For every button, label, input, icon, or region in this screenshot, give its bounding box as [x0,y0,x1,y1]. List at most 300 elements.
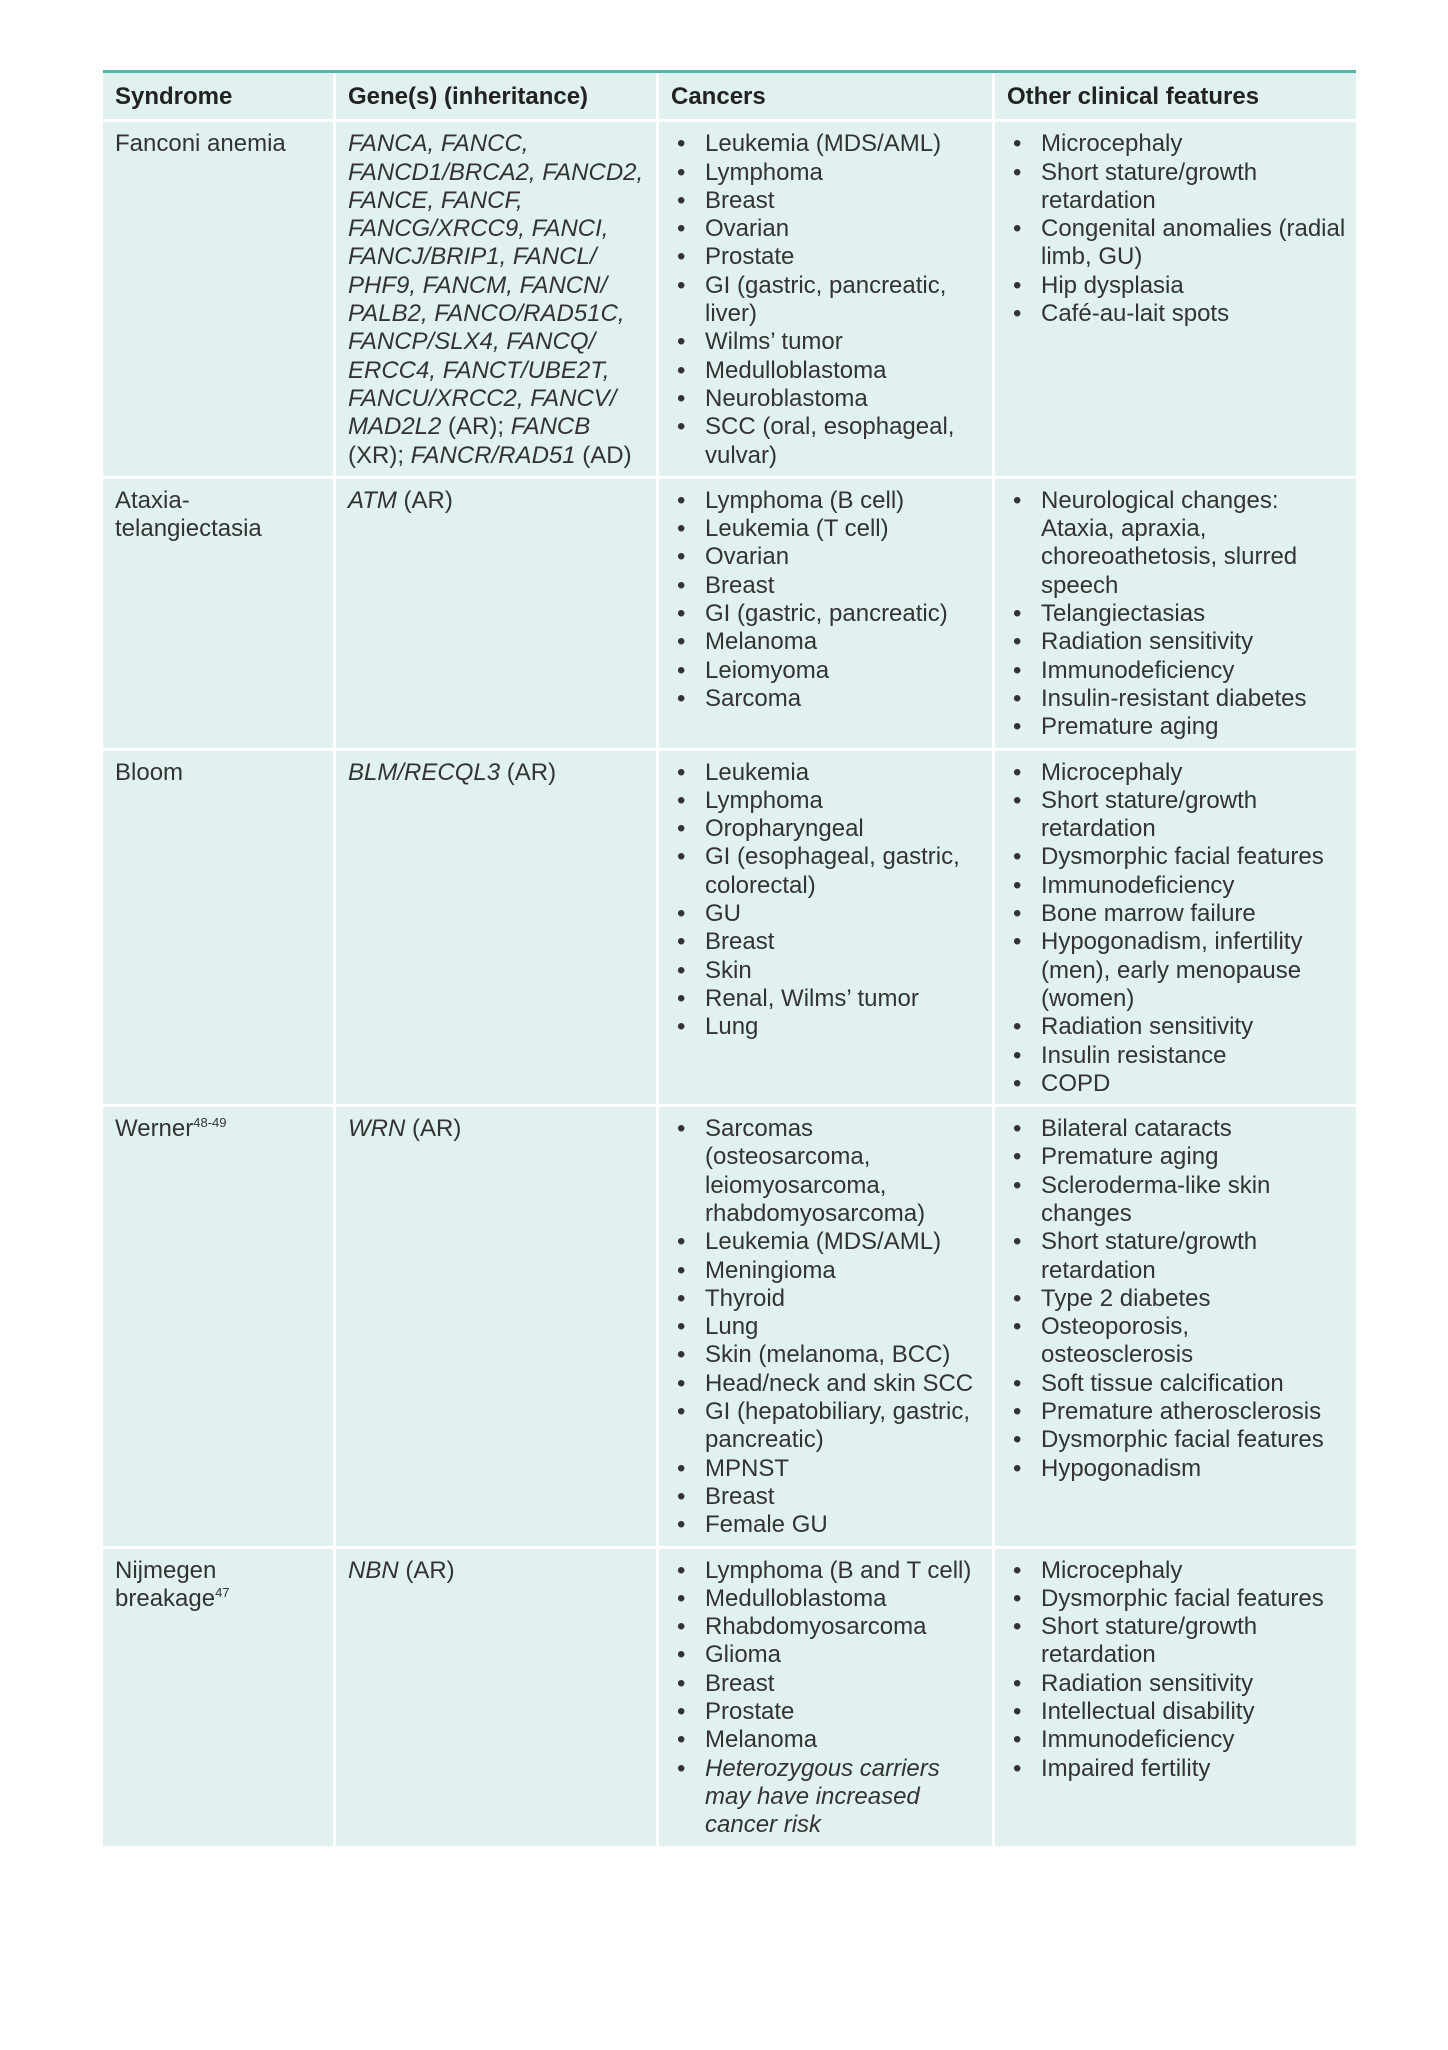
cancer-item [671,1585,982,1613]
feature-item [1007,1370,1346,1398]
feature-item-text: Scleroderma-like skin changes [1041,1171,1271,1227]
cancer-item-text: Head/neck and skin SCC [705,1369,974,1397]
cancer-item [671,413,982,470]
feature-item-text: COPD [1041,1069,1111,1097]
table-container [103,70,1356,1849]
bullet-icon: • [677,1556,686,1584]
feature-item [1007,1755,1346,1783]
cancers-cell [659,479,995,751]
cancer-item-text: Lymphoma (B cell) [705,486,905,514]
feature-item [1007,1557,1346,1585]
feature-item-text: Impaired fertility [1041,1754,1211,1782]
features-cell [995,751,1356,1108]
cancer-item-text: Lung [705,1313,759,1341]
cancer-item [671,900,982,928]
bullet-icon: • [1013,1454,1022,1482]
features-cell-list [1007,1115,1346,1483]
cancer-item [671,543,982,571]
cancer-item-text: Prostate [705,243,795,271]
bullet-icon: • [677,1669,686,1697]
bullet-icon: • [1013,1228,1022,1256]
cancer-item [671,1755,982,1840]
cancer-item [671,1557,982,1585]
bullet-icon: • [677,328,686,356]
feature-item [1007,787,1346,844]
bullet-icon: • [677,130,686,158]
cancer-item-text: GU [705,900,741,928]
feature-item [1007,600,1346,628]
bullet-icon: • [1013,130,1022,158]
feature-item-text: Type 2 diabetes [1041,1284,1211,1312]
cancer-item [671,1698,982,1726]
cancer-item [671,1013,982,1041]
syndrome-cell [103,751,336,1108]
cancer-item-text: Heterozygous carriers may have increased cancer risk [705,1754,940,1839]
cancer-item [671,685,982,713]
feature-item-text: Short stature/growth retardation [1041,786,1258,843]
reference-superscript: 48-49 [193,1115,227,1131]
feature-item [1007,628,1346,656]
feature-item [1007,272,1346,300]
feature-item [1007,1670,1346,1698]
cancer-item-text: Wilms’ tumor [705,328,843,356]
feature-item-text: Microcephaly [1041,758,1183,786]
table-row [103,1107,1356,1548]
feature-item [1007,1455,1346,1483]
cancer-item [671,215,982,243]
feature-item-text: Hypogonadism, infertility (men), early menopause (women) [1041,928,1303,1012]
feature-item-text: Microcephaly [1041,130,1183,158]
bullet-icon: • [1013,486,1022,514]
genes-cell [336,1107,659,1548]
feature-item [1007,130,1346,158]
gene-name: WRN [348,1115,406,1143]
bullet-icon: • [677,815,686,843]
bullet-icon: • [677,956,686,984]
bullet-icon: • [677,1641,686,1669]
bullet-icon: • [1013,271,1022,299]
feature-item [1007,1313,1346,1370]
table-row [103,122,1356,479]
cancer-item-text: Breast [705,186,775,214]
cancer-item-text: Leiomyoma [705,656,830,684]
bullet-icon: • [677,1115,686,1143]
cancer-item [671,328,982,356]
syndrome-name: Nijmegen breakage [115,1556,217,1612]
feature-item [1007,215,1346,272]
cancer-item [671,843,982,900]
bullet-icon: • [1013,1426,1022,1454]
feature-item-text: Immunodeficiency [1041,656,1235,684]
syndrome-table [103,73,1356,1849]
syndrome-name: Fanconi anemia [115,130,286,158]
cancer-item-text: GI (esophageal, gastric, colorectal) [705,843,960,899]
cancer-item-text: Thyroid [705,1284,786,1312]
bullet-icon: • [1013,1556,1022,1584]
cancer-item [671,487,982,515]
feature-item [1007,759,1346,787]
cancer-item-text: Skin [705,956,752,984]
feature-item-text: Intellectual disability [1041,1698,1255,1726]
cancer-item [671,515,982,543]
bullet-icon: • [1013,1115,1022,1143]
feature-item [1007,1698,1346,1726]
genes-cell [336,751,659,1108]
bullet-icon: • [1013,713,1022,741]
feature-item [1007,487,1346,600]
table-row [103,479,1356,751]
bullet-icon: • [1013,1698,1022,1726]
cancer-item [671,1285,982,1313]
bullet-icon: • [677,758,686,786]
feature-item-text: Premature aging [1041,1143,1219,1171]
feature-item-text: Neurological changes: Ataxia, apraxia, choreoathetosis, slurred speech [1041,486,1298,599]
bullet-icon: • [677,1584,686,1612]
bullet-icon: • [677,1398,686,1426]
feature-item-text: Dysmorphic facial features [1041,1584,1324,1612]
cancer-item-text: Leukemia (T cell) [705,515,889,543]
cancer-item-text: Leukemia (MDS/AML) [705,130,942,158]
cancer-item [671,759,982,787]
inheritance-text: (AR) [500,758,557,786]
feature-item-text: Soft tissue calcification [1041,1369,1284,1397]
feature-item [1007,1228,1346,1285]
feature-item-text: Hypogonadism [1041,1454,1202,1482]
cancer-item [671,1726,982,1754]
bullet-icon: • [677,1228,686,1256]
cancer-item-text: Skin (melanoma, BCC) [705,1341,951,1369]
cancer-item [671,159,982,187]
bullet-icon: • [1013,1013,1022,1041]
genes-cell [336,1549,659,1849]
cancer-item-text: SCC (oral, esophageal, vulvar) [705,413,955,469]
features-cell [995,479,1356,751]
cancer-item [671,1341,982,1369]
feature-item [1007,159,1346,216]
cancer-item-text: Lung [705,1013,759,1041]
feature-item-text: Premature aging [1041,713,1219,741]
cancer-item [671,1511,982,1539]
bullet-icon: • [677,1698,686,1726]
syndrome-cell [103,1549,336,1849]
inheritance-text: (AR) [396,486,453,514]
bullet-icon: • [677,786,686,814]
bullet-icon: • [677,571,686,599]
cancer-item [671,130,982,158]
cancer-item-text: Sarcomas (osteosarcoma, leiomyosarcoma, rhabdomyosarcoma) [705,1115,926,1227]
cancer-item-text: Female GU [705,1511,828,1539]
features-cell-list [1007,1557,1346,1783]
feature-item [1007,843,1346,871]
bullet-icon: • [1013,1584,1022,1612]
cancer-item-text: MPNST [705,1454,789,1482]
feature-item-text: Congenital anomalies (radial limb, GU) [1041,215,1346,271]
cancer-item-text: GI (gastric, pancreatic, liver) [705,271,947,328]
cancer-item-text: GI (gastric, pancreatic) [705,600,948,628]
bullet-icon: • [677,1369,686,1397]
cancer-item-text: Rhabdomyosarcoma [705,1613,927,1641]
feature-item-text: Bilateral cataracts [1041,1115,1232,1143]
cancer-item-text: Medulloblastoma [705,1584,887,1612]
bullet-icon: • [677,1313,686,1341]
cancer-item-text: Ovarian [705,543,790,571]
cancers-cell [659,1107,995,1548]
bullet-icon: • [677,186,686,214]
inheritance-text: (AR) [398,1556,455,1584]
feature-item [1007,900,1346,928]
syndrome-cell [103,1107,336,1548]
bullet-icon: • [677,515,686,543]
feature-item-text: Bone marrow failure [1041,900,1256,928]
reference-superscript: 47 [215,1584,230,1600]
bullet-icon: • [677,356,686,384]
table-body [103,122,1356,1848]
cancer-item-text: Glioma [705,1641,782,1669]
cancer-item-text: GI (hepatobiliary, gastric, pancreatic) [705,1398,970,1454]
feature-item-text: Microcephaly [1041,1556,1183,1584]
bullet-icon: • [1013,1613,1022,1641]
syndrome-cell [103,479,336,751]
bullet-icon: • [677,984,686,1012]
feature-item-text: Radiation sensitivity [1041,1013,1254,1041]
feature-item [1007,1726,1346,1754]
features-cell-list [1007,759,1346,1099]
bullet-icon: • [677,384,686,412]
bullet-icon: • [1013,1069,1022,1097]
cancer-item [671,1228,982,1256]
features-cell [995,122,1356,479]
feature-item [1007,928,1346,1013]
bullet-icon: • [677,628,686,656]
feature-item [1007,1426,1346,1454]
cancers-cell [659,751,995,1108]
bullet-icon: • [1013,600,1022,628]
feature-item-text: Café-au-lait spots [1041,300,1230,328]
bullet-icon: • [1013,1041,1022,1069]
cancer-item [671,187,982,215]
cancer-item [671,600,982,628]
bullet-icon: • [1013,786,1022,814]
cancer-item [671,628,982,656]
cancer-item [671,657,982,685]
cancers-cell-list [671,759,982,1042]
feature-item-text: Short stature/growth retardation [1041,158,1258,214]
cancer-item-text: Neuroblastoma [705,384,868,412]
bullet-icon: • [677,1341,686,1369]
bullet-icon: • [1013,1143,1022,1171]
cancer-item [671,1398,982,1455]
cancer-item [671,1613,982,1641]
feature-item [1007,1613,1346,1670]
bullet-icon: • [1013,628,1022,656]
bullet-icon: • [677,1454,686,1482]
feature-item-text: Dysmorphic facial features [1041,1426,1324,1454]
feature-item [1007,1115,1346,1143]
inheritance-text: (AD) [575,441,632,469]
cancers-cell-list [671,487,982,713]
syndrome-name: Ataxia-telangiectasia [115,486,262,543]
cancer-item-text: Breast [705,1669,775,1697]
bullet-icon: • [1013,758,1022,786]
feature-item-text: Dysmorphic facial features [1041,843,1324,871]
feature-item-text: Short stature/growth retardation [1041,1228,1258,1284]
gene-name: FANCA, FANCC, FANCD1/BRCA2, FANCD2, FANCE, FANCF, FANCG/XRCC9, FANCI, FANCJ/BRIP1, FANCL/ PHF9, FANCM, FANCN/ PALB2, FANCO/RAD51C, FANCP/SLX4, FANCQ/ ERCC4, FANCT/UBE2T, FANCU/XRCC2, FANCV/ MAD2L2 [348,130,644,441]
bullet-icon: • [677,843,686,871]
features-cell-list [1007,130,1346,328]
bullet-icon: • [677,1511,686,1539]
gene-name: FANCB [510,413,591,441]
header-genes: Gene(s) (inheritance) [336,73,659,122]
bullet-icon: • [677,600,686,628]
bullet-icon: • [1013,871,1022,899]
genes-cell [336,479,659,751]
cancer-item [671,787,982,815]
cancer-item-text: Melanoma [705,1726,818,1754]
feature-item-text: Insulin-resistant diabetes [1041,684,1307,712]
cancers-cell-list [671,1557,982,1840]
bullet-icon: • [1013,1171,1022,1199]
cancer-item-text: Breast [705,571,775,599]
features-cell [995,1107,1356,1548]
bullet-icon: • [677,900,686,928]
bullet-icon: • [1013,843,1022,871]
bullet-icon: • [1013,1726,1022,1754]
bullet-icon: • [677,1256,686,1284]
gene-name: BLM/RECQL3 [348,758,501,786]
cancer-item [671,985,982,1013]
syndrome-name: Werner [115,1115,194,1143]
feature-item [1007,1398,1346,1426]
genes-cell [336,122,659,479]
bullet-icon: • [677,543,686,571]
feature-item-text: Radiation sensitivity [1041,628,1254,656]
bullet-icon: • [1013,300,1022,328]
cancer-item-text: Lymphoma [705,158,823,186]
cancer-item [671,1641,982,1669]
features-cell [995,1549,1356,1849]
feature-item [1007,1285,1346,1313]
feature-item-text: Osteoporosis, osteosclerosis [1041,1313,1194,1369]
cancers-cell [659,1549,995,1849]
cancer-item [671,957,982,985]
feature-item-text: Immunodeficiency [1041,871,1235,899]
cancer-item [671,928,982,956]
feature-item [1007,1070,1346,1098]
bullet-icon: • [1013,158,1022,186]
feature-item [1007,1013,1346,1041]
bullet-icon: • [677,1754,686,1782]
cancer-item-text: Lymphoma [705,786,823,814]
cancer-item [671,815,982,843]
bullet-icon: • [677,1013,686,1041]
bullet-icon: • [1013,900,1022,928]
bullet-icon: • [677,158,686,186]
gene-name: FANCR/RAD51 [410,441,576,469]
features-cell-list [1007,487,1346,742]
bullet-icon: • [677,243,686,271]
bullet-icon: • [1013,1313,1022,1341]
feature-item [1007,1042,1346,1070]
cancer-item [671,272,982,329]
feature-item-text: Telangiectasias [1041,600,1206,628]
cancer-item-text: Sarcoma [705,684,802,712]
syndrome-cell [103,122,336,479]
feature-item [1007,1143,1346,1171]
cancers-cell-list [671,130,982,470]
bullet-icon: • [677,413,686,441]
cancer-item-text: Leukemia [705,758,810,786]
cancer-item-text: Leukemia (MDS/AML) [705,1228,942,1256]
bullet-icon: • [1013,215,1022,243]
header-syndrome: Syndrome [103,73,336,122]
cancers-cell-list [671,1115,982,1539]
syndrome-name: Bloom [115,758,184,786]
cancer-item [671,1370,982,1398]
bullet-icon: • [677,656,686,684]
inheritance-text: (AR); [441,413,511,441]
bullet-icon: • [677,1613,686,1641]
cancer-item [671,1313,982,1341]
header-row [103,73,1356,122]
cancer-item-text: Melanoma [705,628,818,656]
cancer-item [671,1257,982,1285]
cancer-item [671,385,982,413]
feature-item [1007,713,1346,741]
bullet-icon: • [677,215,686,243]
bullet-icon: • [1013,928,1022,956]
bullet-icon: • [677,271,686,299]
table-row [103,751,1356,1108]
table-row [103,1549,1356,1849]
bullet-icon: • [1013,656,1022,684]
cancer-item-text: Breast [705,1482,775,1510]
feature-item-text: Radiation sensitivity [1041,1669,1254,1697]
cancer-item-text: Oropharyngeal [705,815,864,843]
cancer-item-text: Ovarian [705,215,790,243]
cancer-item [671,572,982,600]
feature-item [1007,300,1346,328]
cancer-item-text: Breast [705,928,775,956]
feature-item-text: Hip dysplasia [1041,271,1184,299]
feature-item [1007,1172,1346,1229]
feature-item-text: Premature atherosclerosis [1041,1398,1322,1426]
bullet-icon: • [677,928,686,956]
cancer-item [671,1483,982,1511]
cancer-item [671,243,982,271]
bullet-icon: • [677,1482,686,1510]
bullet-icon: • [1013,1284,1022,1312]
inheritance-text: (AR) [405,1115,462,1143]
bullet-icon: • [1013,684,1022,712]
bullet-icon: • [677,684,686,712]
cancer-item [671,1115,982,1228]
bullet-icon: • [1013,1398,1022,1426]
cancer-item-text: Meningioma [705,1256,836,1284]
cancer-item [671,1670,982,1698]
feature-item [1007,685,1346,713]
inheritance-text: (XR); [348,441,411,469]
feature-item [1007,872,1346,900]
feature-item [1007,657,1346,685]
bullet-icon: • [677,486,686,514]
bullet-icon: • [1013,1369,1022,1397]
cancer-item-text: Renal, Wilms’ tumor [705,984,919,1012]
header-cancers: Cancers [659,73,995,122]
header-features: Other clinical features [995,73,1356,122]
gene-name: ATM [348,486,397,514]
gene-name: NBN [348,1556,399,1584]
feature-item-text: Immunodeficiency [1041,1726,1235,1754]
